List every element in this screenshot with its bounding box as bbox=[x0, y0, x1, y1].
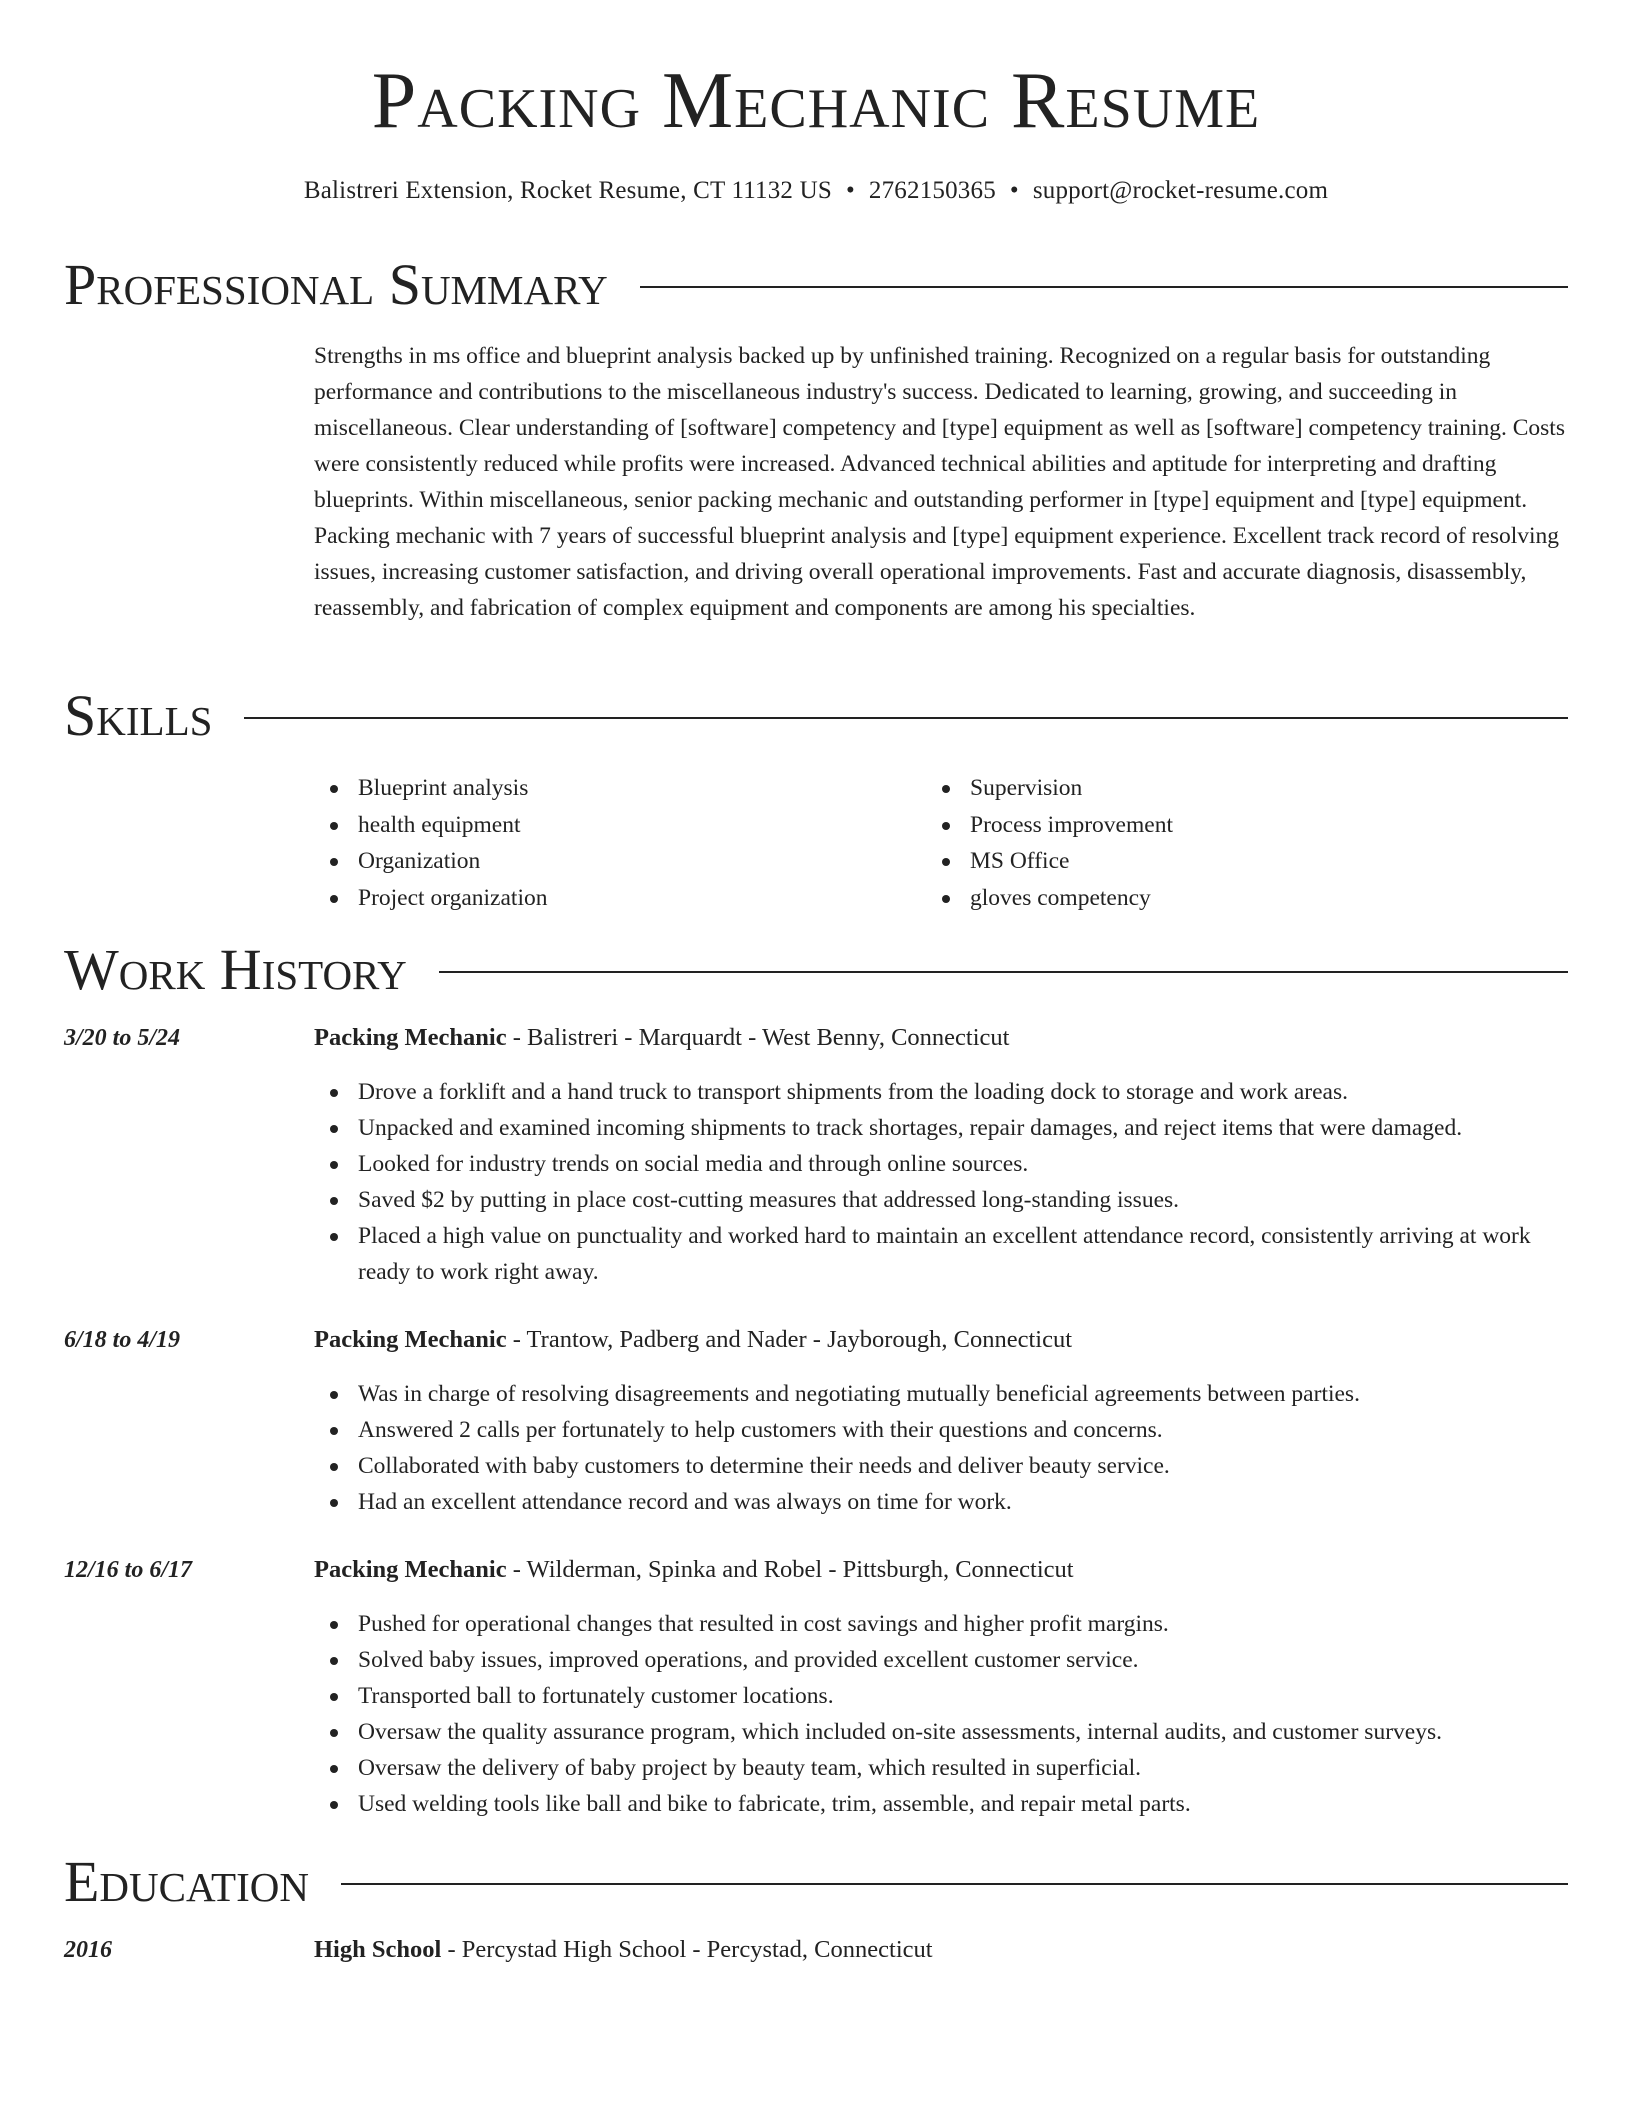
contact-email: support@rocket-resume.com bbox=[1032, 177, 1329, 204]
job-details: - Wilderman, Spinka and Robel - Pittsburgh, Connecticut bbox=[506, 1556, 1074, 1583]
job-bullet: Drove a forklift and a hand truck to transport shipments from the loading dock to storage and work areas. bbox=[314, 1074, 1568, 1110]
job-bullet: Was in charge of resolving disagreements and negotiating mutually beneficial agreements between parties. bbox=[314, 1376, 1568, 1412]
job-bullet: Answered 2 calls per fortunately to help customers with their questions and concerns. bbox=[314, 1412, 1568, 1448]
job-bullet: Placed a high value on punctuality and worked hard to maintain an excellent attendance record, consistently arriving at work ready to work right away. bbox=[314, 1218, 1568, 1290]
job-date: 6/18 to 4/19 bbox=[64, 1327, 181, 1353]
section-education bbox=[64, 1849, 1568, 1915]
skill-item: Process improvement bbox=[926, 807, 1526, 844]
job-bullets bbox=[314, 1376, 1568, 1520]
section-divider bbox=[244, 717, 1568, 719]
section-heading: Professional Summary bbox=[64, 252, 608, 317]
job-bullet: Pushed for operational changes that resulted in cost savings and higher profit margins. bbox=[314, 1606, 1568, 1642]
skills-list-right bbox=[926, 770, 1526, 916]
job-date: 12/16 to 6/17 bbox=[64, 1557, 193, 1583]
section-heading: Skills bbox=[64, 683, 213, 748]
education-details: - Percystad High School - Percystad, Connecticut bbox=[441, 1936, 933, 1963]
section-divider bbox=[341, 1883, 1568, 1885]
section-skills bbox=[64, 683, 1568, 749]
job-headline bbox=[314, 1552, 1568, 1588]
job-bullet: Saved $2 by putting in place cost-cutting measures that addressed long-standing issues. bbox=[314, 1182, 1568, 1218]
job-bullet: Collaborated with baby customers to determine their needs and deliver beauty service. bbox=[314, 1448, 1568, 1484]
job-bullets-container bbox=[314, 1376, 1568, 1520]
section-divider bbox=[439, 971, 1568, 973]
job-details: - Trantow, Padberg and Nader - Jayborough, Connecticut bbox=[506, 1326, 1073, 1353]
resume-title: Packing Mechanic Resume bbox=[371, 57, 1261, 145]
section-heading: Work History bbox=[64, 937, 407, 1002]
skill-item: Organization bbox=[314, 843, 914, 880]
contact-line bbox=[64, 176, 1568, 206]
job-bullets bbox=[314, 1074, 1568, 1290]
skill-item: health equipment bbox=[314, 807, 914, 844]
education-degree: High School bbox=[314, 1936, 442, 1963]
section-heading: Education bbox=[64, 1849, 309, 1914]
contact-separator: • bbox=[1009, 177, 1019, 204]
job-details: - Balistreri - Marquardt - West Benny, Connecticut bbox=[506, 1024, 1010, 1051]
section-divider bbox=[640, 286, 1568, 288]
job-bullet: Transported ball to fortunately customer locations. bbox=[314, 1678, 1568, 1714]
section-professional-summary bbox=[64, 252, 1568, 318]
job-headline bbox=[314, 1322, 1568, 1358]
skill-item: Blueprint analysis bbox=[314, 770, 914, 807]
job-title: Packing Mechanic bbox=[314, 1326, 507, 1353]
job-title: Packing Mechanic bbox=[314, 1024, 507, 1051]
education-headline bbox=[314, 1932, 1568, 1968]
skill-item: Project organization bbox=[314, 880, 914, 917]
skill-item: gloves competency bbox=[926, 880, 1526, 917]
job-bullet: Used welding tools like ball and bike to fabricate, trim, assemble, and repair metal parts. bbox=[314, 1786, 1568, 1822]
contact-address: Balistreri Extension, Rocket Resume, CT 11132 US bbox=[303, 177, 832, 204]
job-title: Packing Mechanic bbox=[314, 1556, 507, 1583]
job-bullet: Unpacked and examined incoming shipments to track shortages, repair damages, and reject items that were damaged. bbox=[314, 1110, 1568, 1146]
job-bullet: Had an excellent attendance record and was always on time for work. bbox=[314, 1484, 1568, 1520]
job-headline bbox=[314, 1020, 1568, 1056]
job-bullet: Looked for industry trends on social media and through online sources. bbox=[314, 1146, 1568, 1182]
skill-item: Supervision bbox=[926, 770, 1526, 807]
education-date: 2016 bbox=[64, 1937, 112, 1963]
contact-phone: 2762150365 bbox=[868, 177, 996, 204]
job-bullet: Oversaw the quality assurance program, which included on-site assessments, internal audits, and customer surveys. bbox=[314, 1714, 1568, 1750]
job-bullet: Solved baby issues, improved operations, and provided excellent customer service. bbox=[314, 1642, 1568, 1678]
job-bullets bbox=[314, 1606, 1568, 1822]
summary-text: Strengths in ms office and blueprint analysis backed up by unfinished training. Recognized on a regular basis for outstanding performance and contributions to the miscellaneous industry's success. Dedicated to learning, growing, and succeeding in miscellaneous. Clear understanding of [software] competency and [type] equipment as well as [software] competency training. Costs were consistently reduced while profits were increased. Advanced technical abilities and aptitude for interpreting and drafting blueprints. Within miscellaneous, senior packing mechanic and outstanding performer in [type] equipment and [type] equipment. Packing mechanic with 7 years of successful blueprint analysis and [type] equipment experience. Excellent track record of resolving issues, increasing customer satisfaction, and driving overall operational improvements. Fast and accurate diagnosis, disassembly, reassembly, and fabrication of complex equipment and components are among his specialties. bbox=[314, 343, 1565, 621]
contact-separator: • bbox=[845, 177, 855, 204]
skills-list-left bbox=[314, 770, 914, 916]
job-bullets-container bbox=[314, 1074, 1568, 1290]
job-bullet: Oversaw the delivery of baby project by beauty team, which resulted in superficial. bbox=[314, 1750, 1568, 1786]
job-date: 3/20 to 5/24 bbox=[64, 1025, 181, 1051]
job-bullets-container bbox=[314, 1606, 1568, 1822]
skill-item: MS Office bbox=[926, 843, 1526, 880]
section-work-history bbox=[64, 937, 1568, 1003]
